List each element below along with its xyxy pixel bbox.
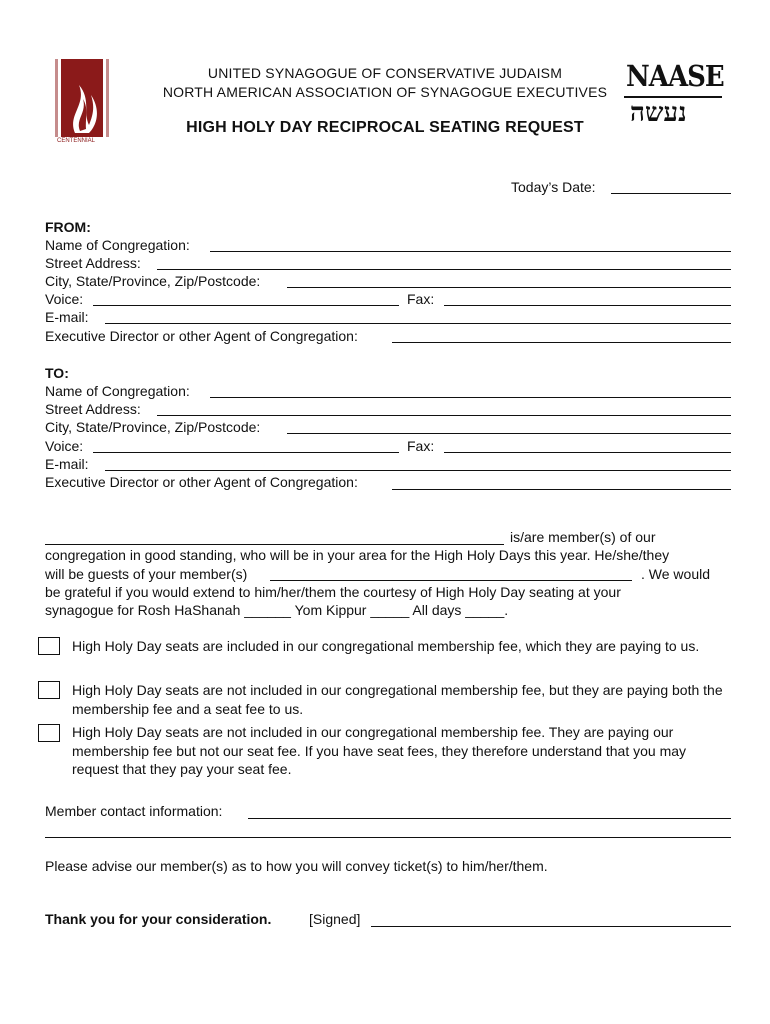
from-city-field[interactable] [287,287,731,288]
to-city-label: City, State/Province, Zip/Postcode: [45,419,261,435]
body-line4: be grateful if you would extend to him/her/them the courtesy of High Holy Day seating at your [45,584,621,600]
from-email-label: E-mail: [45,309,89,325]
option-text-2: High Holy Day seats are not included in our congregational membership fee, but they are paying both the membership fee and a seat fee to us. [72,682,723,717]
option-checkbox-2[interactable] [38,681,60,699]
contact-field-line2[interactable] [45,837,731,838]
from-exec-field[interactable] [392,342,731,343]
to-street-field[interactable] [157,415,731,416]
uscj-logo [53,55,111,147]
to-exec-field[interactable] [392,489,731,490]
from-street-label: Street Address: [45,255,141,271]
date-label: Today’s Date: [511,179,596,195]
from-fax-field[interactable] [444,305,731,306]
from-heading: FROM: [45,219,91,235]
naase-logo [624,62,724,132]
from-voice-label: Voice: [45,291,84,307]
to-name-field[interactable] [210,397,731,398]
to-email-field[interactable] [105,470,731,471]
option-text-1: High Holy Day seats are included in our congregational membership fee, which they are paying to us. [72,638,700,654]
to-email-label: E-mail: [45,456,89,472]
signature-field[interactable] [371,926,731,927]
to-fax-label: Fax: [407,438,435,454]
from-voice-field[interactable] [93,305,399,306]
body-line1: is/are member(s) of our [510,529,656,545]
signed-label: [Signed] [309,911,361,927]
contact-label: Member contact information: [45,803,223,819]
page-title: HIGH HOLY DAY RECIPROCAL SEATING REQUEST [186,119,584,136]
contact-field[interactable] [248,818,731,819]
from-email-field[interactable] [105,323,731,324]
body-line3-end: . We would [641,566,710,582]
from-name-field[interactable] [210,251,731,252]
thanks-text: Thank you for your consideration. [45,911,272,927]
org-name-line1: UNITED SYNAGOGUE OF CONSERVATIVE JUDAISM [207,65,563,81]
to-city-field[interactable] [287,433,731,434]
member-names-field[interactable] [45,544,504,545]
from-exec-label: Executive Director or other Agent of Congregation: [45,328,358,344]
to-voice-label: Voice: [45,438,84,454]
option-checkbox-3[interactable] [38,724,60,742]
naase-logo-hebrew: נעשה [630,98,687,128]
host-member-field[interactable] [270,580,632,581]
to-fax-field[interactable] [444,452,731,453]
to-exec-label: Executive Director or other Agent of Congregation: [45,474,358,490]
option-checkbox-1[interactable] [38,637,60,655]
body-line3-start: will be guests of your member(s) [45,566,248,582]
to-street-label: Street Address: [45,401,141,417]
from-fax-label: Fax: [407,291,435,307]
to-voice-field[interactable] [93,452,399,453]
date-field[interactable] [611,193,731,194]
to-heading: TO: [45,365,69,381]
to-name-label: Name of Congregation: [45,383,190,399]
naase-logo-latin: NAASE [626,60,724,94]
body-line2: congregation in good standing, who will be in your area for the High Holy Days this year. He/she/they [45,547,670,563]
body-line5: synagogue for Rosh HaShanah ______ Yom Kippur _____ All days _____. [45,602,509,618]
advise-text: Please advise our member(s) as to how you will convey ticket(s) to him/her/them. [45,858,548,874]
from-name-label: Name of Congregation: [45,237,190,253]
org-name-line2: NORTH AMERICAN ASSOCIATION OF SYNAGOGUE EXECUTIVES [162,84,608,100]
from-street-field[interactable] [157,269,731,270]
from-city-label: City, State/Province, Zip/Postcode: [45,273,261,289]
option-text-3: High Holy Day seats are not included in our congregational membership fee. They are paying our membership fee but not our seat fee. If you have seat fees, they therefore understand that you may request that they pay your seat fee. [72,724,687,777]
logo-caption: CENTENNIAL [57,138,96,144]
